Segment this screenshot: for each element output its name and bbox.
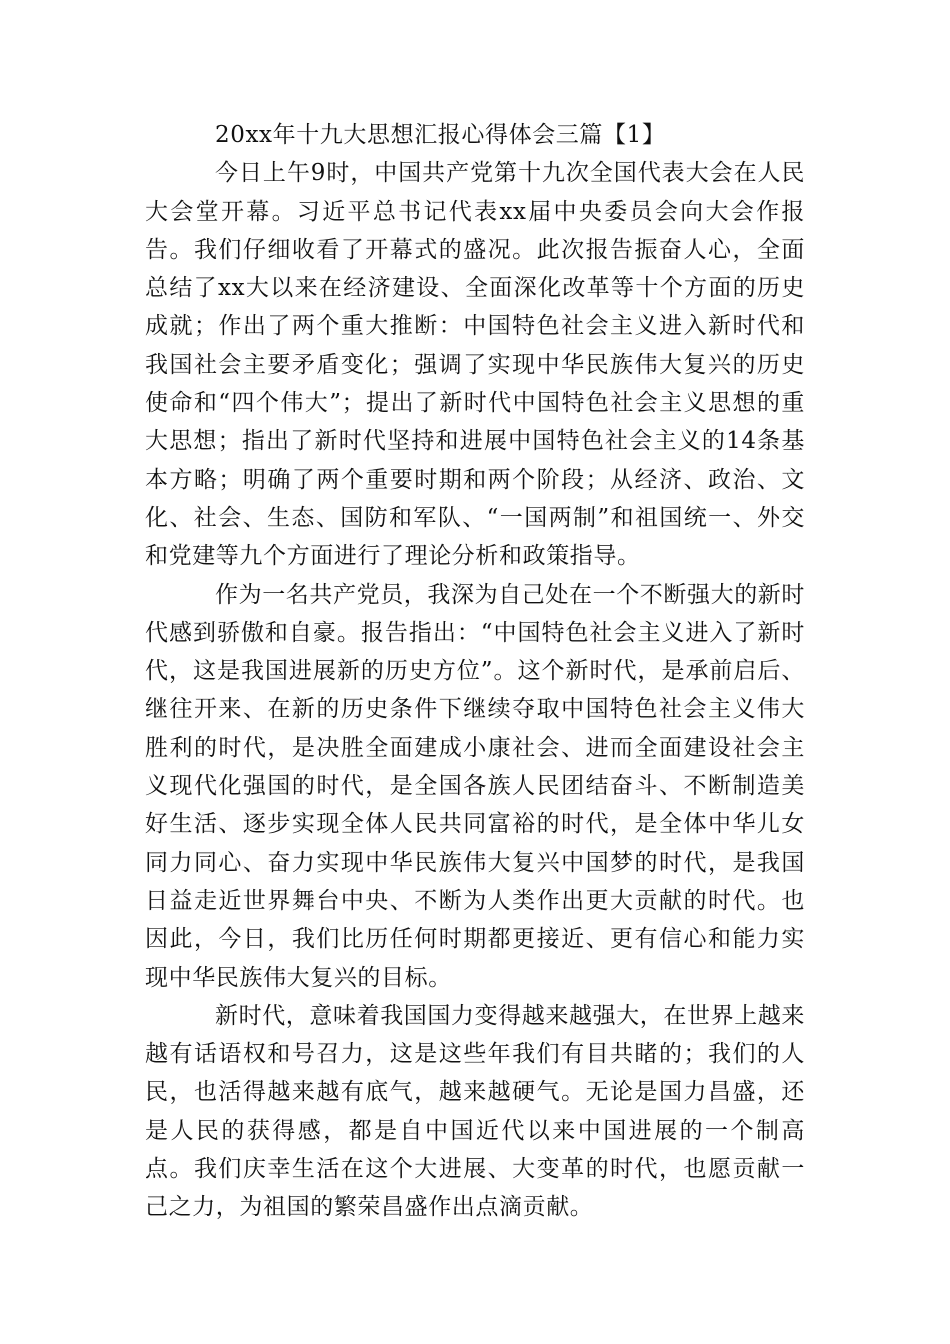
paragraph-1: 今日上午9时，中国共产党第十九次全国代表大会在人民大会堂开幕。习近平总书记代表xx届中央委员会向大会作报告。我们仔细收看了开幕式的盛况。此次报告振奋人心，全面总结了xx大以来在经济建设、全面深化改革等十个方面的历史成就；作出了两个重大推断：中国特色社会主义进入新时代和我国社会主要矛盾变化；强调了实现中华民族伟大复兴的历史使命和“四个伟大”；提出了新时代中国特色社会主义思想的重大思想；指出了新时代坚持和进展中国特色社会主义的14条基本方略；明确了两个重要时期和两个阶段；从经济、政治、文化、社会、生态、国防和军队、“一国两制”和祖国统一、外交和党建等九个方面进行了理论分析和政策指导。 — [145, 160, 805, 570]
document-body — [145, 116, 805, 1227]
paragraph-2: 作为一名共产党员，我深为自己处在一个不断强大的新时代感到骄傲和自豪。报告指出：“中国特色社会主义进入了新时代，这是我国进展新的历史方位”。这个新时代，是承前启后、继往开来、在新的历史条件下继续夺取中国特色社会主义伟大胜利的时代，是决胜全面建成小康社会、进而全面建设社会主义现代化强国的时代，是全国各族人民团结奋斗、不断制造美好生活、逐步实现全体人民共同富裕的时代，是全体中华儿女同力同心、奋力实现中华民族伟大复兴中国梦的时代，是我国日益走近世界舞台中央、不断为人类作出更大贡献的时代。也因此，今日，我们比历任何时期都更接近、更有信心和能力实现中华民族伟大复兴的目标。 — [145, 581, 805, 991]
paragraph-3: 新时代，意味着我国国力变得越来越强大，在世界上越来越有话语权和号召力，这是这些年我们有目共睹的；我们的人民，也活得越来越有底气，越来越硬气。无论是国力昌盛，还是人民的获得感，都是自中国近代以来中国进展的一个制高点。我们庆幸生活在这个大进展、大变革的时代，也愿贡献一己之力，为祖国的繁荣昌盛作出点滴贡献。 — [145, 1002, 805, 1221]
document-title: 20xx年十九大思想汇报心得体会三篇【1】 — [215, 122, 666, 148]
